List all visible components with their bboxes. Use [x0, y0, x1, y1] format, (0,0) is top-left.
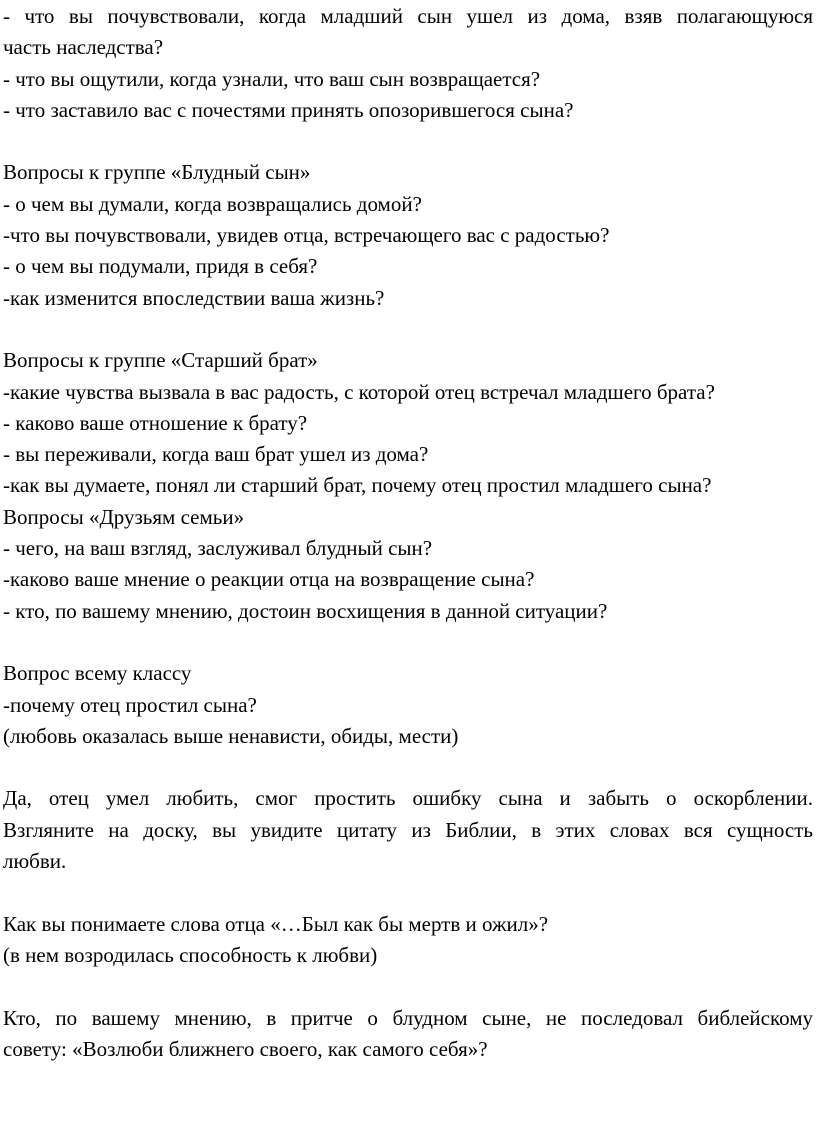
section-heading: Вопросы «Друзьям семьи»	[3, 504, 245, 529]
question-line: -каково ваше мнение о реакции отца на возвращение сына?	[3, 567, 535, 592]
question-line: - о чем вы подумали, придя в себя?	[3, 254, 318, 279]
question-line: - о чем вы думали, когда возвращались домой?	[3, 191, 422, 216]
blank-line	[3, 877, 813, 908]
question-line: - каково ваше отношение к брату?	[3, 410, 308, 435]
answer-line: (любовь оказалась выше ненависти, обиды, мести)	[3, 723, 459, 748]
question-line: - чего, на ваш взгляд, заслуживал блудный сын?	[3, 536, 433, 561]
question-line: - что вы ощутили, когда узнали, что ваш сын возвращается?	[3, 66, 541, 91]
question-line: Кто, по вашему мнению, в притче о блудном сыне, не последовал библейскому	[3, 1005, 813, 1030]
question-line: -как вы думаете, понял ли старший брат, почему отец простил младшего сына?	[3, 473, 712, 498]
question-father-words	[3, 909, 813, 972]
blank-line	[3, 627, 813, 658]
paragraph-line: любви.	[3, 849, 67, 874]
question-line: - что вы почувствовали, когда младший сын ушел из дома, взяв полагающуюся	[3, 4, 813, 28]
blank-line	[3, 314, 813, 345]
questions-family-friends-group	[3, 502, 813, 627]
blank-line	[3, 752, 813, 783]
paragraph-father-love	[3, 783, 813, 877]
document-page	[3, 0, 813, 1065]
question-line: Как вы понимаете слова отца «…Был как бы мертв и ожил»?	[3, 911, 549, 936]
questions-elder-brother-group	[3, 345, 813, 501]
section-heading: Вопросы к группе «Блудный сын»	[3, 160, 311, 185]
question-love-neighbor	[3, 1003, 813, 1066]
question-line: -что вы почувствовали, увидев отца, встречающего вас с радостью?	[3, 223, 610, 248]
paragraph-line: Взгляните на доску, вы увидите цитату из Библии, в этих словах вся сущность	[3, 817, 813, 842]
paragraph-line: Да, отец умел любить, смог простить ошибку сына и забыть о оскорблении.	[3, 786, 813, 811]
questions-for-father-group	[3, 1, 813, 126]
answer-line: (в нем возродилась способность к любви)	[3, 942, 378, 967]
blank-line	[3, 126, 813, 157]
section-heading: Вопросы к группе «Старший брат»	[3, 348, 318, 373]
blank-line	[3, 971, 813, 1002]
question-whole-class	[3, 658, 813, 752]
question-line: -почему отец простил сына?	[3, 692, 257, 717]
questions-prodigal-son-group	[3, 157, 813, 313]
question-line: -как изменится впоследствии ваша жизнь?	[3, 285, 385, 310]
question-line: совету: «Возлюби ближнего своего, как самого себя»?	[3, 1036, 488, 1061]
section-heading: Вопрос всему классу	[3, 661, 192, 686]
question-line: - что заставило вас с почестями принять опозорившегося сына?	[3, 97, 574, 122]
question-line: часть наследства?	[3, 35, 164, 60]
question-line: - кто, по вашему мнению, достоин восхищения в данной ситуации?	[3, 598, 608, 623]
question-line: -какие чувства вызвала в вас радость, с которой отец встречал младшего брата?	[3, 379, 715, 404]
question-line: - вы переживали, когда ваш брат ушел из дома?	[3, 442, 429, 467]
